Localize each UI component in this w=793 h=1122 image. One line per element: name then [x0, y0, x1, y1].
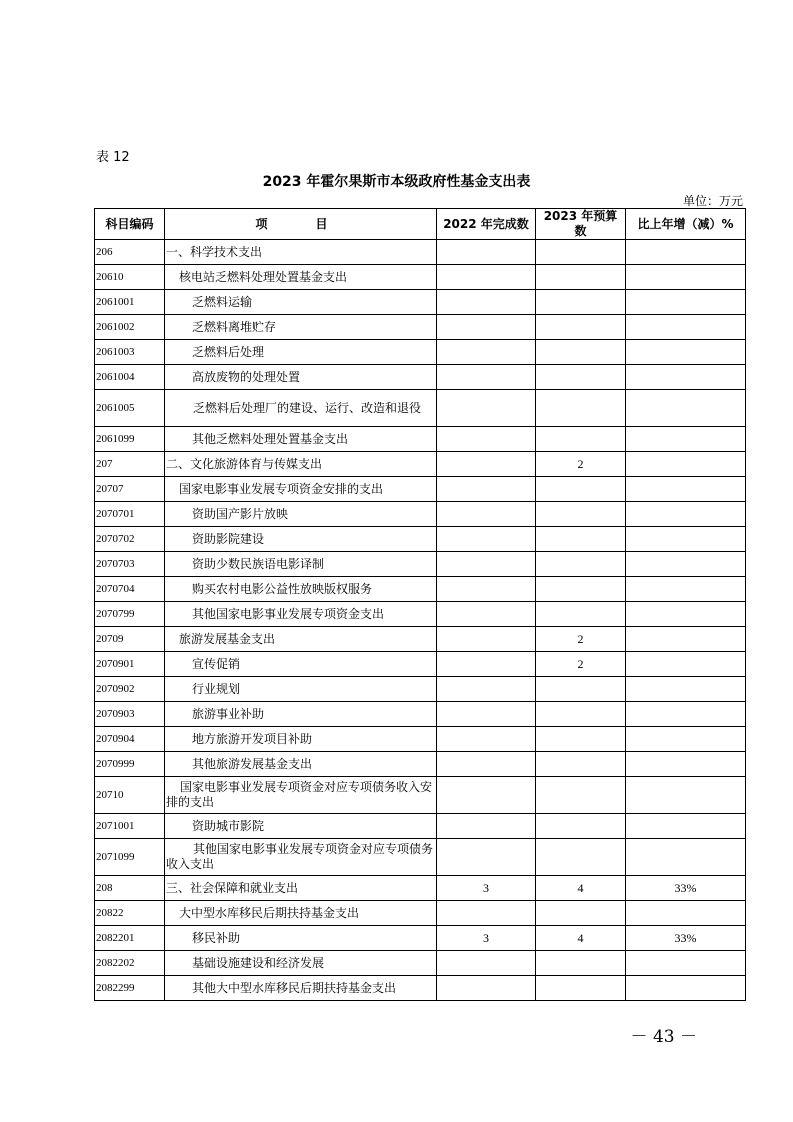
value-2023-cell [536, 240, 626, 265]
change-percent-cell [626, 727, 746, 752]
table-row [95, 477, 746, 502]
table-row [95, 627, 746, 652]
code-cell: 2070799 [95, 602, 165, 627]
table-row [95, 814, 746, 839]
value-2023-cell [536, 814, 626, 839]
value-2023-cell [536, 502, 626, 527]
item-name-cell: 国家电影事业发展专项资金安排的支出 [165, 477, 437, 502]
item-name-cell: 购买农村电影公益性放映版权服务 [165, 577, 437, 602]
value-2022-cell [437, 452, 536, 477]
change-percent-cell [626, 502, 746, 527]
value-2022-cell [437, 839, 536, 876]
value-2022-cell [437, 552, 536, 577]
value-2023-cell [536, 976, 626, 1001]
value-2023-cell [536, 577, 626, 602]
value-2023-cell [536, 290, 626, 315]
code-cell: 2061003 [95, 340, 165, 365]
item-name-cell: 乏燃料后处理厂的建设、运行、改造和退役 [165, 390, 437, 427]
item-name-cell: 旅游发展基金支出 [165, 627, 437, 652]
code-cell: 2070904 [95, 727, 165, 752]
code-cell: 2061002 [95, 315, 165, 340]
code-cell: 2061001 [95, 290, 165, 315]
change-percent-cell [626, 839, 746, 876]
change-percent-cell [626, 452, 746, 477]
code-cell: 2070704 [95, 577, 165, 602]
code-cell: 2061004 [95, 365, 165, 390]
code-cell: 2082201 [95, 926, 165, 951]
table-row [95, 951, 746, 976]
change-percent-cell [626, 976, 746, 1001]
value-2022-cell [437, 652, 536, 677]
code-cell: 2071099 [95, 839, 165, 876]
expenditure-table [94, 208, 746, 1001]
value-2023-cell: 4 [536, 876, 626, 901]
value-2022-cell [437, 627, 536, 652]
code-cell: 2082202 [95, 951, 165, 976]
table-row [95, 502, 746, 527]
table-row [95, 265, 746, 290]
value-2022-cell: 3 [437, 926, 536, 951]
code-cell: 20710 [95, 777, 165, 814]
value-2022-cell [437, 427, 536, 452]
value-2022-cell [437, 577, 536, 602]
value-2022-cell [437, 315, 536, 340]
item-name-cell: 二、文化旅游体育与传媒支出 [165, 452, 437, 477]
value-2023-cell [536, 727, 626, 752]
table-row [95, 752, 746, 777]
value-2023-cell [536, 477, 626, 502]
code-cell: 2070902 [95, 677, 165, 702]
table-header-row [95, 209, 746, 240]
header-code: 科目编码 [95, 209, 165, 240]
table-row [95, 876, 746, 901]
item-name-cell: 核电站乏燃料处理处置基金支出 [165, 265, 437, 290]
value-2022-cell [437, 240, 536, 265]
code-cell: 2061099 [95, 427, 165, 452]
code-cell: 2070701 [95, 502, 165, 527]
item-name-cell: 大中型水库移民后期扶持基金支出 [165, 901, 437, 926]
change-percent-cell [626, 577, 746, 602]
item-name-cell: 三、社会保障和就业支出 [165, 876, 437, 901]
change-percent-cell [626, 315, 746, 340]
value-2023-cell: 2 [536, 652, 626, 677]
table-row [95, 926, 746, 951]
code-cell: 2070901 [95, 652, 165, 677]
table-row [95, 290, 746, 315]
change-percent-cell [626, 814, 746, 839]
value-2022-cell [437, 365, 536, 390]
change-percent-cell [626, 265, 746, 290]
code-cell: 2071001 [95, 814, 165, 839]
value-2023-cell [536, 777, 626, 814]
code-cell: 2070999 [95, 752, 165, 777]
code-cell: 20709 [95, 627, 165, 652]
change-percent-cell [626, 390, 746, 427]
value-2022-cell [437, 265, 536, 290]
table-row [95, 602, 746, 627]
document-title: 2023 年霍尔果斯市本级政府性基金支出表 [262, 174, 531, 190]
item-name-cell: 国家电影事业发展专项资金对应专项债务收入安排的支出 [165, 777, 437, 814]
value-2023-cell [536, 901, 626, 926]
value-2022-cell [437, 727, 536, 752]
value-2023-cell [536, 265, 626, 290]
item-name-cell: 乏燃料离堆贮存 [165, 315, 437, 340]
change-percent-cell [626, 752, 746, 777]
code-cell: 208 [95, 876, 165, 901]
code-cell: 2061005 [95, 390, 165, 427]
change-percent-cell [626, 702, 746, 727]
table-row [95, 390, 746, 427]
value-2023-cell [536, 365, 626, 390]
value-2022-cell [437, 502, 536, 527]
value-2022-cell [437, 951, 536, 976]
item-name-cell: 宣传促销 [165, 652, 437, 677]
table-row [95, 315, 746, 340]
item-name-cell: 资助国产影片放映 [165, 502, 437, 527]
code-cell: 207 [95, 452, 165, 477]
code-cell: 2070703 [95, 552, 165, 577]
value-2023-cell: 2 [536, 452, 626, 477]
value-2022-cell [437, 702, 536, 727]
change-percent-cell [626, 901, 746, 926]
value-2023-cell [536, 527, 626, 552]
table-row [95, 340, 746, 365]
table-row [95, 552, 746, 577]
value-2022-cell [437, 976, 536, 1001]
change-percent-cell [626, 290, 746, 315]
change-percent-cell [626, 677, 746, 702]
change-percent-cell [626, 477, 746, 502]
item-name-cell: 资助少数民族语电影译制 [165, 552, 437, 577]
value-2022-cell [437, 901, 536, 926]
table-row [95, 527, 746, 552]
value-2023-cell [536, 752, 626, 777]
change-percent-cell [626, 527, 746, 552]
value-2022-cell [437, 777, 536, 814]
value-2023-cell [536, 839, 626, 876]
table-row [95, 901, 746, 926]
value-2023-cell [536, 602, 626, 627]
code-cell: 2070702 [95, 527, 165, 552]
item-name-cell: 高放废物的处理处置 [165, 365, 437, 390]
change-percent-cell [626, 340, 746, 365]
value-2022-cell [437, 752, 536, 777]
value-2022-cell [437, 814, 536, 839]
item-name-cell: 其他大中型水库移民后期扶持基金支出 [165, 976, 437, 1001]
change-percent-cell: 33% [626, 876, 746, 901]
item-name-cell: 其他乏燃料处理处置基金支出 [165, 427, 437, 452]
code-cell: 20610 [95, 265, 165, 290]
item-name-cell: 一、科学技术支出 [165, 240, 437, 265]
value-2023-cell [536, 951, 626, 976]
value-2022-cell: 3 [437, 876, 536, 901]
item-name-cell: 基础设施建设和经济发展 [165, 951, 437, 976]
table-row [95, 452, 746, 477]
value-2022-cell [437, 677, 536, 702]
change-percent-cell: 33% [626, 926, 746, 951]
item-name-cell: 资助城市影院 [165, 814, 437, 839]
value-2023-cell: 4 [536, 926, 626, 951]
value-2022-cell [437, 602, 536, 627]
table-row [95, 577, 746, 602]
table-body [95, 240, 746, 1001]
table-row [95, 727, 746, 752]
value-2023-cell [536, 315, 626, 340]
value-2023-cell [536, 390, 626, 427]
item-name-cell: 地方旅游开发项目补助 [165, 727, 437, 752]
header-change: 比上年增（减）% [626, 209, 746, 240]
unit-label: 单位：万元 [682, 194, 743, 208]
value-2022-cell [437, 527, 536, 552]
change-percent-cell [626, 552, 746, 577]
table-row [95, 976, 746, 1001]
value-2023-cell: 2 [536, 627, 626, 652]
code-cell: 20822 [95, 901, 165, 926]
page-number: － 43 － [630, 1027, 697, 1047]
item-name-cell: 乏燃料运输 [165, 290, 437, 315]
table-row [95, 240, 746, 265]
change-percent-cell [626, 652, 746, 677]
value-2023-cell [536, 552, 626, 577]
header-2023: 2023 年预算数 [536, 209, 626, 240]
value-2023-cell [536, 702, 626, 727]
code-cell: 2082299 [95, 976, 165, 1001]
header-name: 项 目 [165, 209, 437, 240]
change-percent-cell [626, 602, 746, 627]
item-name-cell: 移民补助 [165, 926, 437, 951]
table-row [95, 365, 746, 390]
change-percent-cell [626, 951, 746, 976]
code-cell: 20707 [95, 477, 165, 502]
value-2022-cell [437, 477, 536, 502]
change-percent-cell [626, 427, 746, 452]
table-row [95, 652, 746, 677]
change-percent-cell [626, 627, 746, 652]
change-percent-cell [626, 777, 746, 814]
table-row [95, 702, 746, 727]
change-percent-cell [626, 240, 746, 265]
table-row [95, 777, 746, 814]
value-2022-cell [437, 340, 536, 365]
table-label: 表 12 [96, 150, 130, 165]
table-row [95, 427, 746, 452]
item-name-cell: 旅游事业补助 [165, 702, 437, 727]
change-percent-cell [626, 365, 746, 390]
value-2023-cell [536, 340, 626, 365]
item-name-cell: 其他国家电影事业发展专项资金支出 [165, 602, 437, 627]
value-2023-cell [536, 677, 626, 702]
item-name-cell: 其他旅游发展基金支出 [165, 752, 437, 777]
value-2023-cell [536, 427, 626, 452]
code-cell: 206 [95, 240, 165, 265]
code-cell: 2070903 [95, 702, 165, 727]
item-name-cell: 乏燃料后处理 [165, 340, 437, 365]
value-2022-cell [437, 390, 536, 427]
table-row [95, 677, 746, 702]
item-name-cell: 资助影院建设 [165, 527, 437, 552]
item-name-cell: 行业规划 [165, 677, 437, 702]
item-name-cell: 其他国家电影事业发展专项资金对应专项债务收入支出 [165, 839, 437, 876]
header-2022: 2022 年完成数 [437, 209, 536, 240]
value-2022-cell [437, 290, 536, 315]
table-row [95, 839, 746, 876]
